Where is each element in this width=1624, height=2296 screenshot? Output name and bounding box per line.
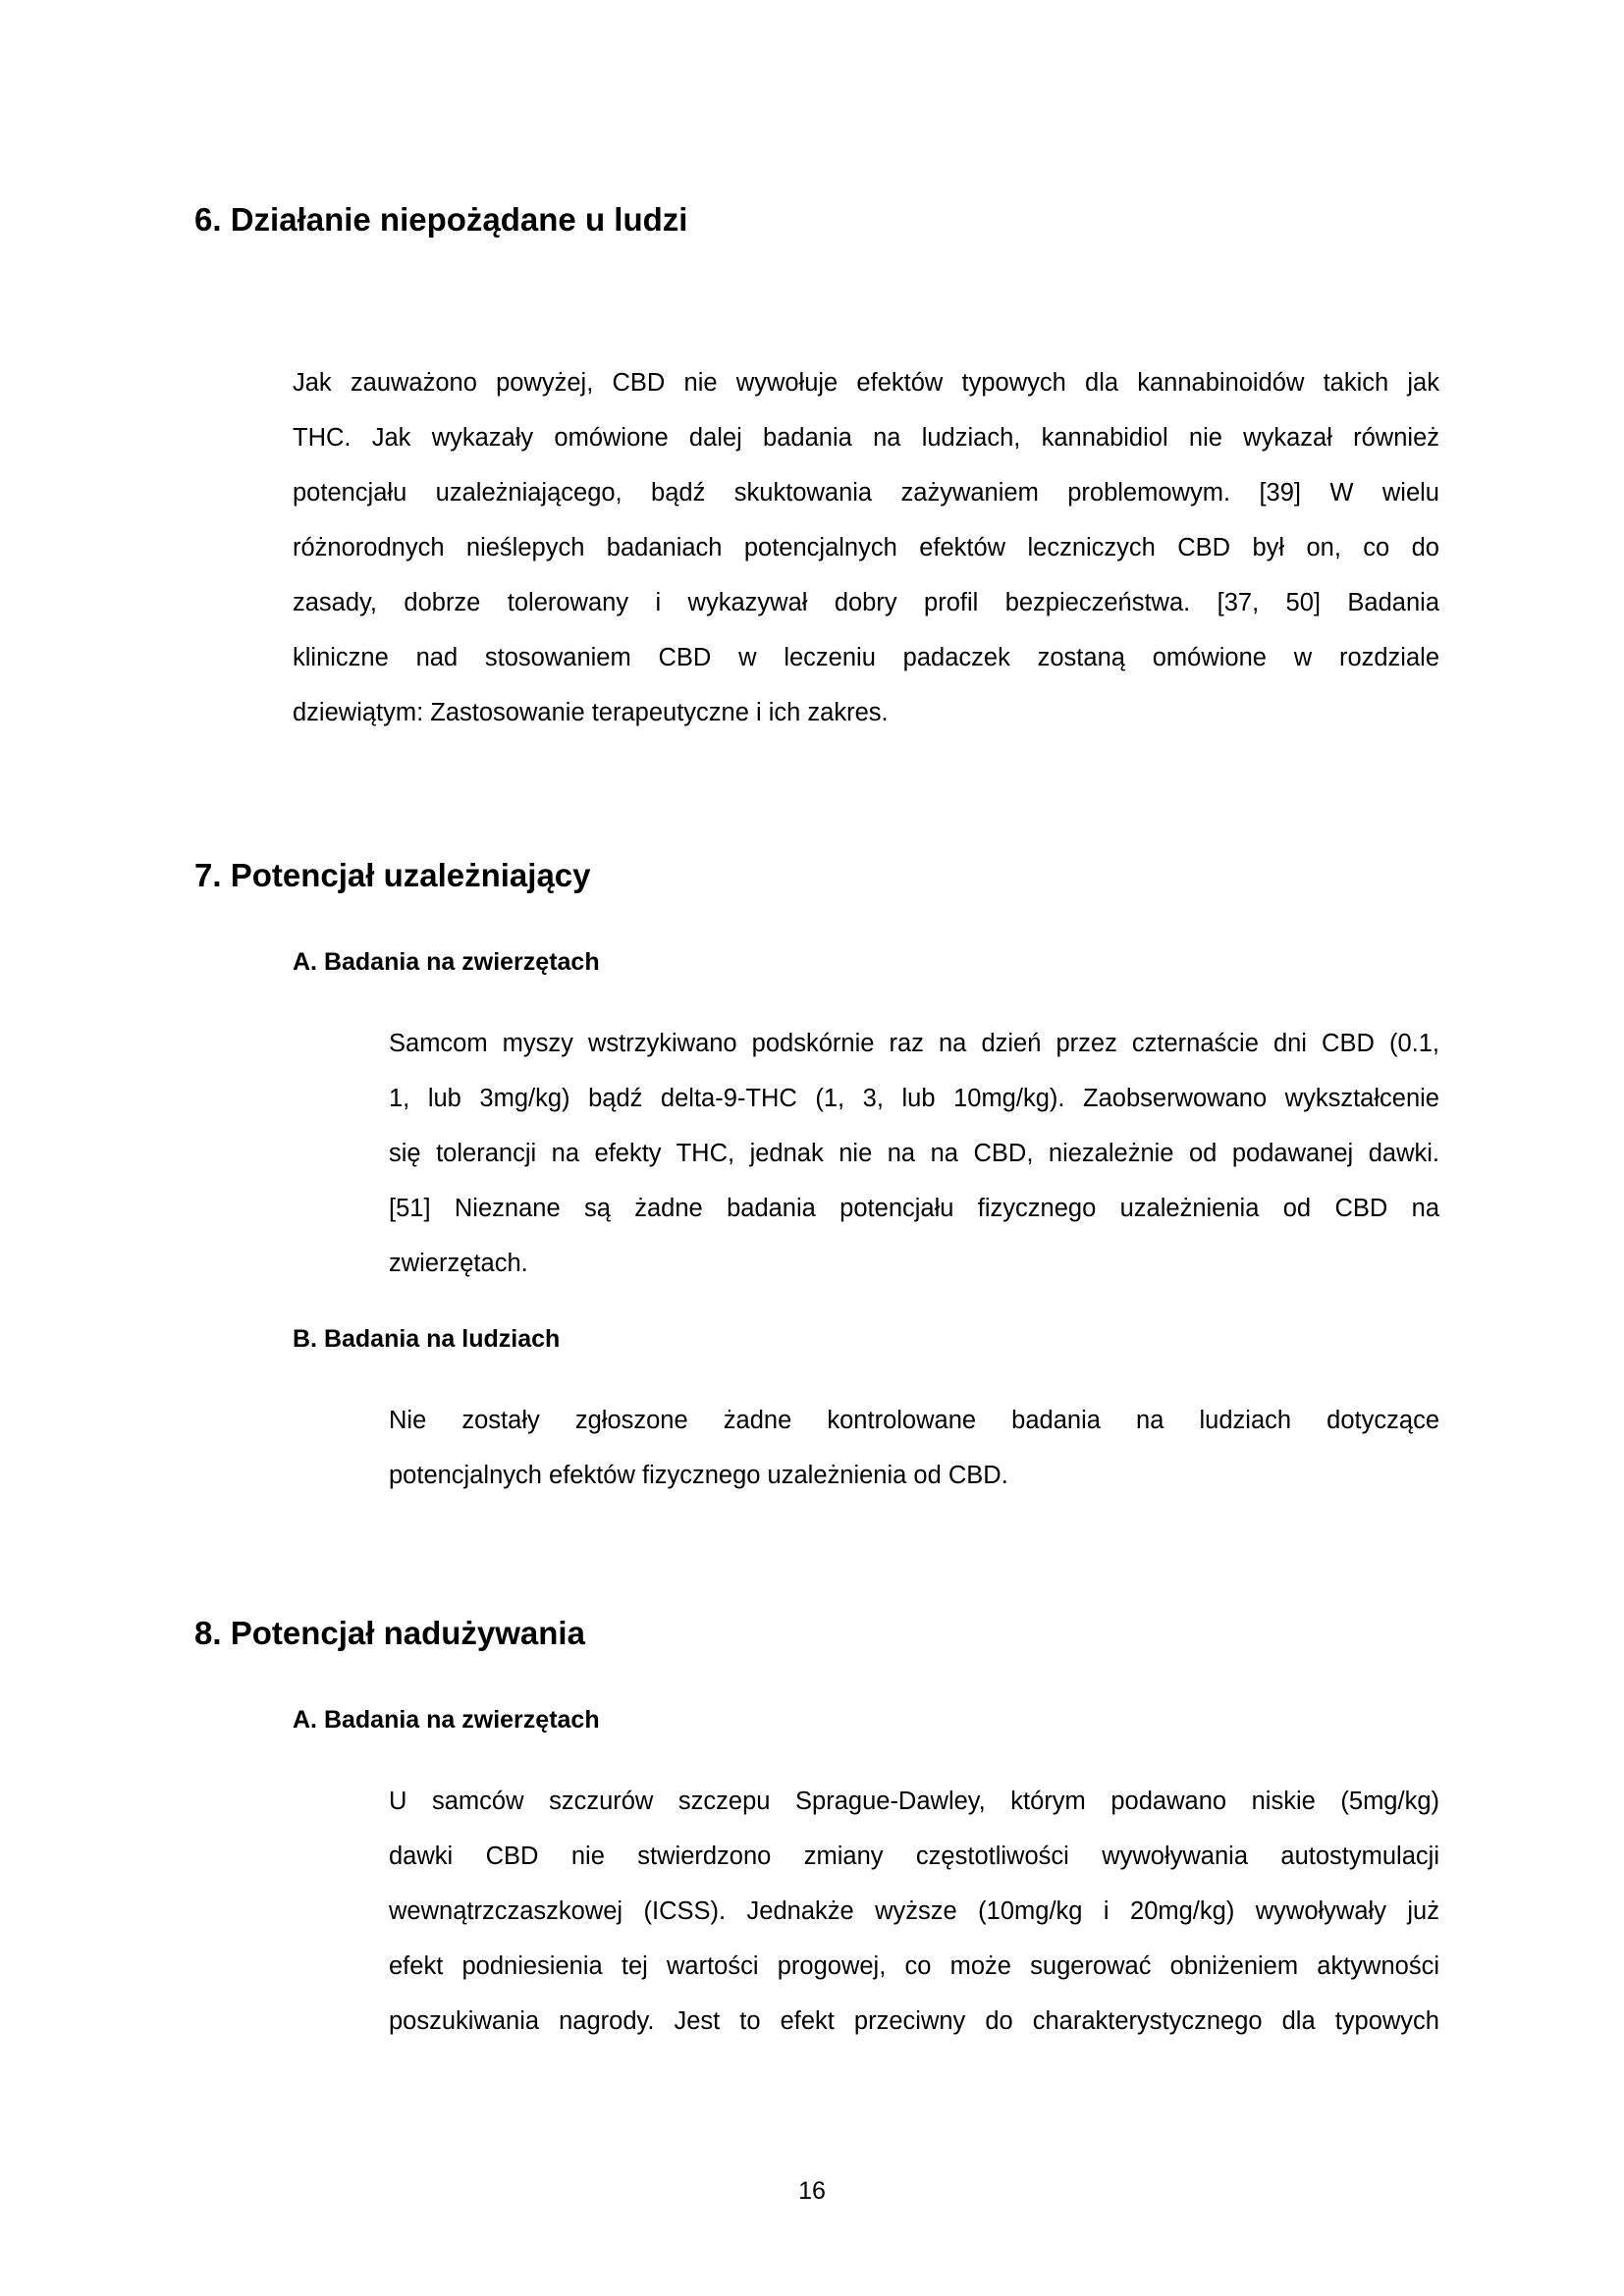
section-7-heading: 7. Potencjał uzależniający: [194, 857, 591, 893]
paragraph-line: poszukiwania nagrody. Jest to efekt przeciwny do charakterystycznego dla typowych: [389, 2007, 1439, 2035]
paragraph-line: efekt podniesienia tej wartości progowej, co może sugerować obniżeniem aktywności: [389, 1952, 1439, 1980]
page-number: 16: [798, 2177, 826, 2205]
paragraph-line: U samców szczurów szczepu Sprague-Dawley, którym podawano niskie (5mg/kg): [389, 1788, 1439, 1815]
section-7b-heading: B. Badania na ludziach: [293, 1325, 561, 1353]
paragraph-line: potencjału uzależniającego, bądź skuktowania zażywaniem problemowym. [39] W wielu: [293, 479, 1439, 507]
paragraph-line: Samcom myszy wstrzykiwano podskórnie raz na dzień przez czternaście dni CBD (0.1,: [389, 1030, 1439, 1057]
paragraph-line: Nie zostały zgłoszone żadne kontrolowane badania na ludziach dotyczące: [389, 1407, 1439, 1434]
paragraph-line: różnorodnych nieślepych badaniach potencjalnych efektów leczniczych CBD był on, co do: [293, 534, 1439, 561]
paragraph-line: dawki CBD nie stwierdzono zmiany częstotliwości wywoływania autostymulacji: [389, 1842, 1439, 1870]
paragraph-line: wewnątrzczaszkowej (ICSS). Jednakże wyższe (10mg/kg i 20mg/kg) wywoływały już: [389, 1897, 1439, 1925]
paragraph-line: THC. Jak wykazały omówione dalej badania na ludziach, kannabidiol nie wykazał również: [293, 424, 1439, 452]
paragraph-line: 1, lub 3mg/kg) bądź delta-9-THC (1, 3, lub 10mg/kg). Zaobserwowano wykształcenie: [389, 1085, 1439, 1112]
paragraph-line: potencjalnych efektów fizycznego uzależnienia od CBD.: [389, 1462, 1008, 1489]
paragraph-line: dziewiątym: Zastosowanie terapeutyczne i ich zakres.: [293, 699, 889, 726]
paragraph-line: Jak zauważono powyżej, CBD nie wywołuje efektów typowych dla kannabinoidów takich jak: [293, 369, 1439, 397]
paragraph-line: się tolerancji na efekty THC, jednak nie na na CBD, niezależnie od podawanej dawki.: [389, 1140, 1439, 1167]
section-7a-heading: A. Badania na zwierzętach: [293, 948, 600, 976]
paragraph-line: kliniczne nad stosowaniem CBD w leczeniu padaczek zostaną omówione w rozdziale: [293, 644, 1439, 671]
section-6-heading: 6. Działanie niepożądane u ludzi: [194, 201, 688, 238]
section-7b-paragraph: [389, 1393, 1439, 1503]
section-8a-heading: A. Badania na zwierzętach: [293, 1706, 600, 1734]
section-8a-paragraph: [389, 1774, 1439, 2049]
paragraph-line: zasady, dobrze tolerowany i wykazywał dobry profil bezpieczeństwa. [37, 50] Badania: [293, 589, 1439, 616]
section-8-heading: 8. Potencjał nadużywania: [194, 1615, 585, 1651]
section-6-paragraph: [293, 355, 1439, 740]
paragraph-line: [51] Nieznane są żadne badania potencjału fizycznego uzależnienia od CBD na: [389, 1195, 1439, 1222]
section-7a-paragraph: [389, 1016, 1439, 1291]
paragraph-line: zwierzętach.: [389, 1250, 528, 1277]
